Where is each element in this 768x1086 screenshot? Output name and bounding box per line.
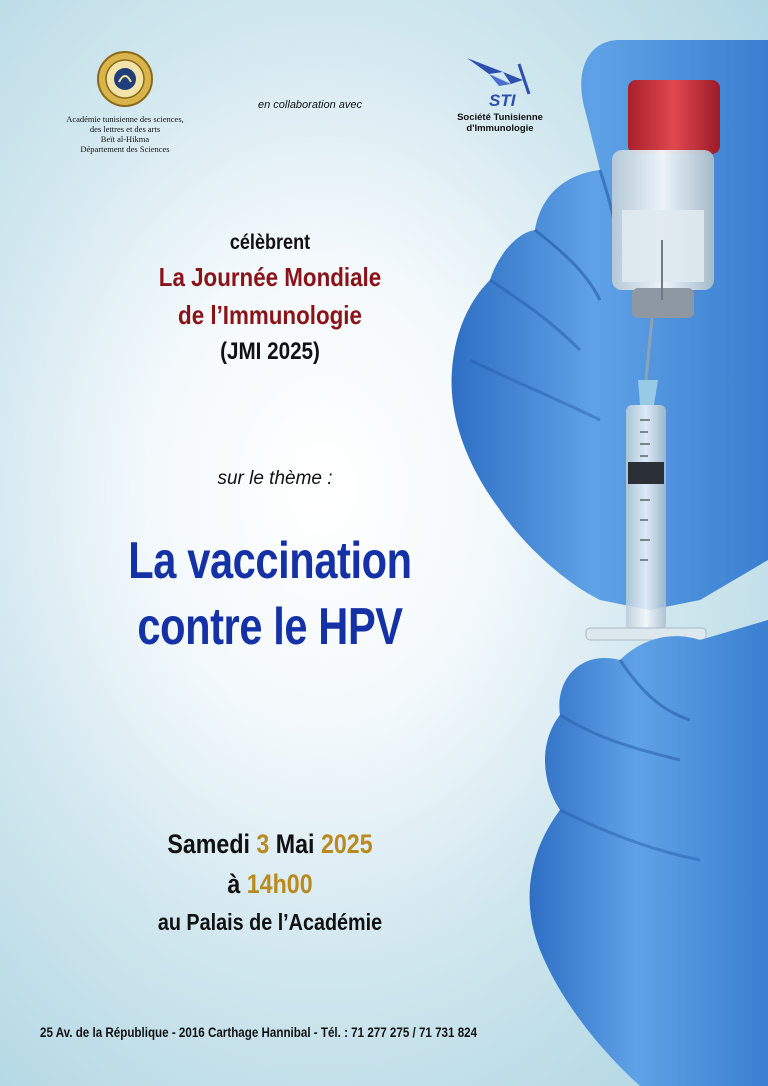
seal-icon [96,50,154,108]
title-line-2: contre le HPV [137,598,403,656]
date-year: 2025 [320,829,373,859]
sti-logo-icon [459,50,541,112]
date-month: Mai [275,829,315,859]
schedule-block [107,824,434,940]
theme-label: sur le thème : [217,468,333,489]
event-place: au Palais de l’Académie [157,909,383,935]
main-title [102,528,438,660]
title-line-1: La vaccination [128,532,412,590]
event-name-line-2: de l’Immunologie [178,300,362,330]
event-acronym: (JMI 2025) [220,338,320,365]
institution-line-1: Académie tunisienne des sciences, [66,114,184,124]
celebrate-text: célèbrent [229,231,311,254]
event-date [107,824,434,864]
event-time [107,864,434,904]
collaboration-text: en collaboration avec [258,99,362,111]
date-day: Samedi [167,829,250,859]
event-heading [124,228,416,370]
event-name-line-1: La Journée Mondiale [158,262,382,292]
institution-line-3: Beït al-Hikma [100,134,150,144]
partner-name-line-2: d'Immunologie [466,123,534,134]
institution-line-4: Département des Sciences [80,144,170,154]
footer-address: 25 Av. de la République - 2016 Carthage Hannibal - Tél. : 71 277 275 / 71 731 824 [40,1025,478,1040]
time-prefix: à [227,869,241,899]
partner-name-line-1: Société Tunisienne [457,112,543,123]
date-number: 3 [256,829,270,859]
institution-line-2: des lettres et des arts [89,124,161,134]
lower-glove [530,620,768,1086]
time-value: 14h00 [246,869,313,899]
sti-logo-text: STI [489,91,516,110]
sti-logo-block [448,50,552,134]
vaccine-vial [612,80,720,318]
academy-logo-block [55,50,195,154]
